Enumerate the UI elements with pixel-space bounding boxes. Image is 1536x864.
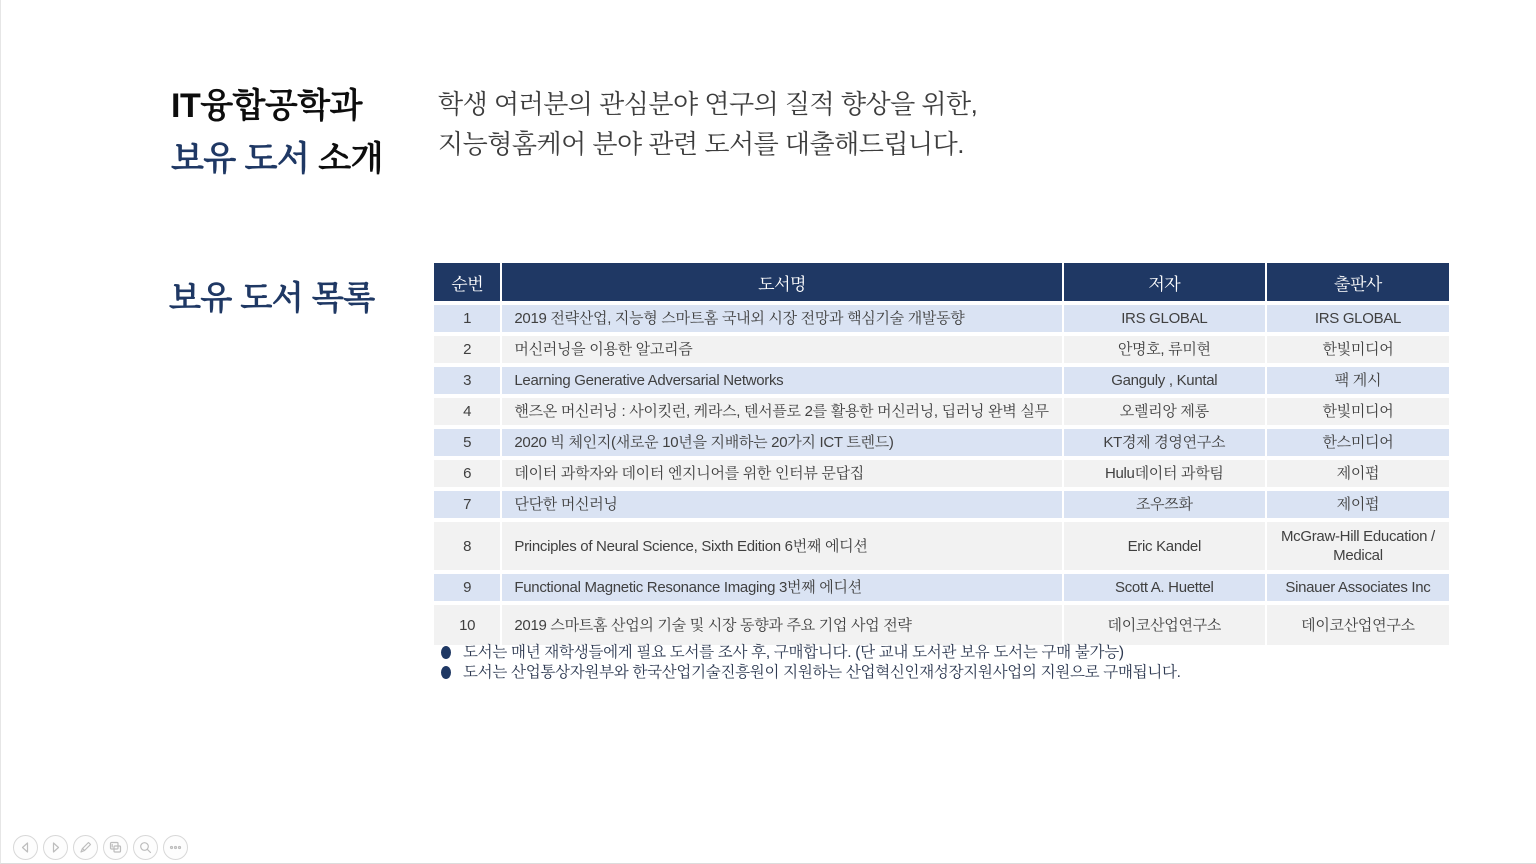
zoom-icon [138, 840, 153, 855]
pen-button[interactable] [73, 835, 98, 860]
cell-author: Eric Kandel [1064, 522, 1265, 570]
next-slide-icon [48, 840, 63, 855]
zoom-button[interactable] [133, 835, 158, 860]
cell-title: Principles of Neural Science, Sixth Edition 6번째 에디션 [502, 522, 1061, 570]
cell-author: 안명호, 류미현 [1064, 336, 1265, 363]
cell-no: 10 [434, 605, 500, 645]
table-row [434, 574, 1449, 601]
slide-title-rest: 소개 [309, 140, 383, 178]
cell-author: KT경제 경영연구소 [1064, 429, 1265, 456]
slide-title-line1: IT융합공학과 [171, 87, 362, 125]
note-text: 도서는 매년 재학생들에게 필요 도서를 조사 후, 구매합니다. (단 교내 도서관 보유 도서는 구매 불가능) [463, 644, 1124, 661]
cell-no: 3 [434, 367, 500, 394]
header-author: 저자 [1064, 263, 1265, 301]
table-row [434, 336, 1449, 363]
pen-icon [78, 840, 93, 855]
all-slides-button[interactable] [103, 835, 128, 860]
next-slide-button[interactable] [43, 835, 68, 860]
cell-no: 5 [434, 429, 500, 456]
intro-line1: 학생 여러분의 관심분야 연구의 질적 향상을 위한, [438, 89, 978, 119]
table-row [434, 605, 1449, 645]
header-publisher: 출판사 [1267, 263, 1449, 301]
cell-title: Learning Generative Adversarial Networks [502, 367, 1061, 394]
section-title: 보유 도서 목록 [169, 279, 375, 316]
intro-line2: 지능형홈케어 분야 관련 도서를 대출해드립니다. [438, 129, 964, 159]
cell-title: 핸즈온 머신러닝 : 사이킷런, 케라스, 텐서플로 2를 활용한 머신러닝, 딥러닝 완벽 실무 [502, 398, 1061, 425]
cell-author: 오렐리앙 제롱 [1064, 398, 1265, 425]
cell-no: 4 [434, 398, 500, 425]
cell-title: 2019 스마트홈 산업의 기술 및 시장 동향과 주요 기업 사업 전략 [502, 605, 1061, 645]
cell-publisher: 제이펍 [1267, 491, 1449, 518]
cell-title: 2020 빅 체인지(새로운 10년을 지배하는 20가지 ICT 트렌드) [502, 429, 1061, 456]
cell-no: 9 [434, 574, 500, 601]
slideshow-controls [13, 835, 188, 860]
cell-publisher: Sinauer Associates Inc [1267, 574, 1449, 601]
table-row [434, 367, 1449, 394]
cell-author: Hulu데이터 과학팀 [1064, 460, 1265, 487]
cell-title: Functional Magnetic Resonance Imaging 3번째 에디션 [502, 574, 1061, 601]
slide-title-highlight: 보유 도서 [171, 140, 310, 178]
slide-title-line2 [171, 133, 383, 186]
cell-no: 6 [434, 460, 500, 487]
cell-author: IRS GLOBAL [1064, 305, 1265, 332]
cell-publisher: 한빛미디어 [1267, 398, 1449, 425]
cell-author: Scott A. Huettel [1064, 574, 1265, 601]
table-row [434, 460, 1449, 487]
previous-slide-button[interactable] [13, 835, 38, 860]
cell-publisher: 제이펍 [1267, 460, 1449, 487]
cell-publisher: 한빛미디어 [1267, 336, 1449, 363]
cell-title: 2019 전략산업, 지능형 스마트홈 국내외 시장 전망과 핵심기술 개발동향 [502, 305, 1061, 332]
table-row [434, 429, 1449, 456]
slide-title [171, 80, 383, 186]
cell-no: 1 [434, 305, 500, 332]
table-row [434, 491, 1449, 518]
table-row [434, 522, 1449, 570]
more-options-icon [168, 840, 183, 855]
cell-publisher: 한스미디어 [1267, 429, 1449, 456]
cell-title: 단단한 머신러닝 [502, 491, 1061, 518]
bullet-icon [441, 666, 451, 679]
more-options-button[interactable] [163, 835, 188, 860]
all-slides-icon [108, 840, 123, 855]
cell-title: 데이터 과학자와 데이터 엔지니어를 위한 인터뷰 문답집 [502, 460, 1061, 487]
bullet-icon [441, 646, 451, 659]
cell-publisher: 데이코산업연구소 [1267, 605, 1449, 645]
cell-publisher: 팩 게시 [1267, 367, 1449, 394]
footnotes [441, 643, 1181, 683]
header-no: 순번 [434, 263, 500, 301]
intro-text [438, 84, 977, 164]
cell-no: 8 [434, 522, 500, 570]
header-title: 도서명 [502, 263, 1061, 301]
note-item [441, 663, 1181, 682]
table-header-row [434, 263, 1449, 301]
book-table [432, 259, 1451, 649]
table-row [434, 398, 1449, 425]
cell-no: 2 [434, 336, 500, 363]
note-item [441, 643, 1181, 662]
cell-publisher: IRS GLOBAL [1267, 305, 1449, 332]
cell-author: 데이코산업연구소 [1064, 605, 1265, 645]
cell-title: 머신러닝을 이용한 알고리즘 [502, 336, 1061, 363]
cell-publisher: McGraw-Hill Education / Medical [1267, 522, 1449, 570]
previous-slide-icon [18, 840, 33, 855]
cell-no: 7 [434, 491, 500, 518]
note-text: 도서는 산업통상자원부와 한국산업기술진흥원이 지원하는 산업혁신인재성장지원사업의 지원으로 구매됩니다. [463, 664, 1181, 681]
cell-author: 조우쯔화 [1064, 491, 1265, 518]
cell-author: Ganguly , Kuntal [1064, 367, 1265, 394]
book-table-container [432, 259, 1451, 649]
table-row [434, 305, 1449, 332]
